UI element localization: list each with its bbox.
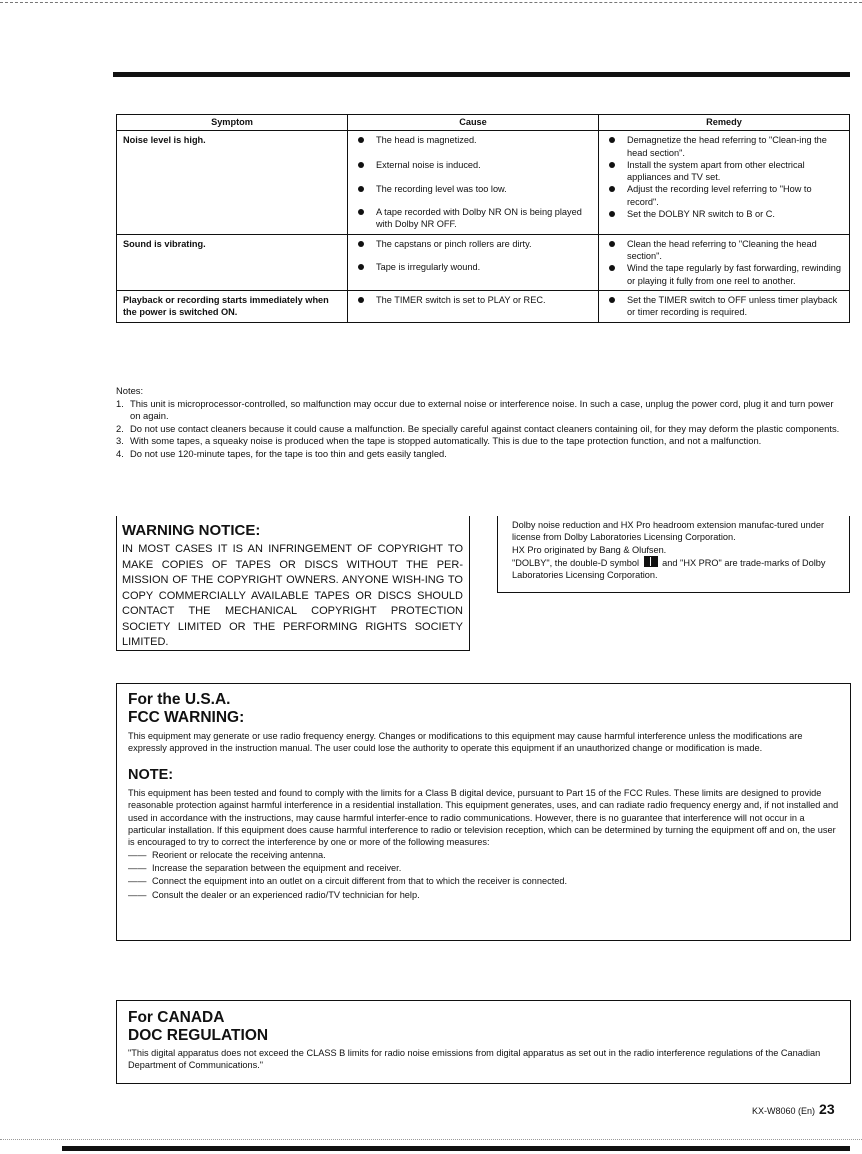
scan-edge-line — [0, 2, 862, 3]
fcc-section — [116, 683, 851, 941]
remedy-item: Clean the head referring to "Cleaning the head section". — [605, 238, 843, 263]
note-title: NOTE: — [128, 766, 174, 783]
header-symptom: Symptom — [117, 115, 348, 131]
warning-body: IN MOST CASES IT IS AN INFRINGEMENT OF COPYRIGHT TO MAKE COPIES OF TAPES OR DISCS WITHOUT THE PER-MISSION OF THE COPYRIGHT OWNERS. ANYONE WISH-ING TO COPY COMMERCIALLY AVAILABLE TAPES OR DISCS SHOULD CONTACT THE MECHANICAL COPYRIGHT PROTECTION SOCIETY LIMITED OR THE PERFORMING RIGHTS SOCIETY LIMITED. — [122, 543, 463, 648]
cause-item: External noise is induced. — [354, 159, 592, 171]
note-text: With some tapes, a squeaky noise is produced when the tape is stopped automatically. This is due to the tape protection function, and not a malfunction. — [130, 435, 762, 446]
note-item — [116, 398, 844, 423]
remedy-item: Set the DOLBY NR switch to B or C. — [605, 208, 843, 220]
cause-item: The capstans or pinch rollers are dirty. — [354, 238, 592, 250]
canada-section — [116, 1000, 851, 1084]
symptom-cell: Playback or recording starts immediately when the power is switched ON. — [123, 294, 329, 318]
list-item — [128, 875, 850, 888]
cause-item: A tape recorded with Dolby NR ON is being played with Dolby NR OFF. — [354, 206, 592, 231]
measure-text: Increase the separation between the equipment and receiver. — [152, 863, 402, 874]
note-number: 3. — [116, 435, 124, 446]
symptom-cell: Noise level is high. — [123, 135, 206, 146]
model-number: KX-W8060 (En) — [752, 1106, 816, 1116]
list-item — [128, 862, 850, 875]
warning-notice-box — [116, 516, 470, 651]
remedy-item: Demagnetize the head referring to "Clean-ing the head section". — [605, 134, 843, 159]
dash-mark: —— — [128, 849, 147, 860]
note-item — [116, 423, 844, 436]
page-number: 23 — [819, 1101, 835, 1117]
page-footer — [752, 1101, 835, 1117]
remedy-item: Set the TIMER switch to OFF unless timer playback or timer recording is required. — [605, 294, 843, 319]
notes-title: Notes: — [116, 385, 144, 396]
note-number: 4. — [116, 447, 124, 459]
symptom-cell: Sound is vibrating. — [123, 238, 206, 249]
table-row — [117, 131, 850, 234]
doc-regulation-text: "This digital apparatus does not exceed the CLASS B limits for radio noise emissions from digital apparatus as set out in the radio interference regulations of the Canadian Department of Communications." — [128, 1048, 821, 1071]
cause-item: The recording level was too low. — [354, 183, 592, 195]
measure-text: Reorient or relocate the receiving antenna. — [152, 849, 326, 860]
cause-item: Tape is irregularly wound. — [354, 261, 592, 273]
header-cause: Cause — [348, 115, 599, 131]
dash-mark: —— — [128, 876, 147, 887]
troubleshooting-table — [116, 114, 850, 323]
note-text: Do not use 120-minute tapes, for the tape is too thin and gets easily tangled. — [130, 447, 447, 459]
note-item — [116, 448, 844, 461]
scan-noise-line — [0, 1139, 862, 1140]
cause-item: The TIMER switch is set to PLAY or REC. — [354, 294, 592, 306]
trademark-text-b: and "HX PRO" are trade-marks of Dolby Laboratories Licensing Corporation. — [512, 557, 826, 581]
note-text: This unit is microprocessor-controlled, so malfunction may occur due to external noise or interference noise. In such a case, unplug the power cord, plug it and turn power on again. — [130, 397, 834, 421]
fcc-note-text: This equipment has been tested and found to comply with the limits for a Class B digital device, pursuant to Part 15 of the FCC Rules. These limits are designed to provide reasonable protection against harmful interference in a residential installation. This equipment generates, uses, and can radiate radio frequency energy and, if not installed and used in accordance with the instructions, may cause harmful interfer-ence to radio communications. However, there is no guarantee that interference will not occur in a particular installation. If this equipment does cause harmful interference to radio or television reception, which can be determined by turning the equipment off and on, the user is encouraged to try to correct the interference by one or more of the following measures: — [128, 787, 839, 848]
note-number: 2. — [116, 422, 124, 434]
doc-regulation-title: DOC REGULATION — [128, 1027, 269, 1044]
bottom-rule — [62, 1146, 850, 1151]
table-row — [117, 234, 850, 290]
usa-title: For the U.S.A. — [128, 691, 231, 708]
list-item — [128, 889, 850, 902]
cause-item: The head is magnetized. — [354, 134, 592, 146]
remedy-item: Wind the tape regularly by fast forwarding, rewinding or playing it fully from one reel to another. — [605, 262, 843, 287]
fcc-warning-title: FCC WARNING: — [128, 709, 245, 726]
note-item — [116, 435, 844, 448]
trademark-text-a: "DOLBY", the double-D symbol — [512, 557, 640, 568]
dash-mark: —— — [128, 863, 147, 874]
measure-text: Connect the equipment into an outlet on a circuit different from that to which the receiver is connected. — [152, 876, 568, 887]
measure-text: Consult the dealer or an experienced radio/TV technician for help. — [152, 889, 420, 900]
remedy-item: Adjust the recording level referring to "How to record". — [605, 183, 843, 208]
double-d-logo-icon — [644, 556, 658, 567]
top-rule — [113, 72, 850, 77]
dolby-license-text: Dolby noise reduction and HX Pro headroom extension manufac-tured under license from Dolby Laboratories Licensing Corporation. — [512, 520, 825, 543]
canada-title: For CANADA — [128, 1009, 225, 1026]
remedy-item: Install the system apart from other electrical appliances and TV set. — [605, 159, 843, 184]
fcc-warning-text: This equipment may generate or use radio frequency energy. Changes or modifications to this equipment may cause harmful interference unless the modifications are expressly approved in the instruction manual. The user could lose the authority to operate this equipment if an unauthorized change or modification is made. — [128, 731, 803, 754]
note-text: Do not use contact cleaners because it could cause a malfunction. Be specially careful against contact cleaners containing oil, for they may deform the plastic components. — [130, 422, 840, 434]
dolby-license-box — [497, 516, 850, 593]
dash-mark: —— — [128, 889, 147, 900]
list-item — [128, 849, 850, 862]
header-remedy: Remedy — [599, 115, 850, 131]
hx-pro-origin-text: HX Pro originated by Bang & Olufsen. — [512, 544, 667, 555]
note-number: 1. — [116, 397, 124, 409]
measures-list — [117, 849, 850, 902]
table-row — [117, 290, 850, 322]
trademark-text — [512, 556, 843, 582]
warning-title: WARNING NOTICE: — [122, 522, 261, 539]
table-header-row — [117, 115, 850, 131]
notes-section — [116, 385, 844, 460]
